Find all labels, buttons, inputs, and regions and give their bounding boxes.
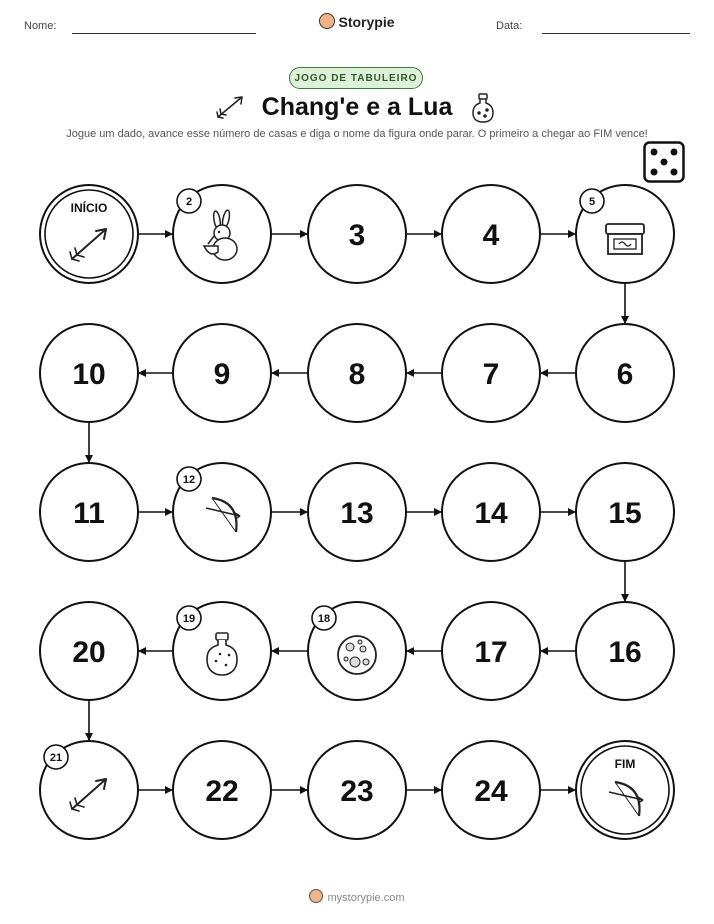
board-space-16 <box>576 602 674 700</box>
board-space-4 <box>442 185 540 283</box>
space-number: 7 <box>482 358 500 391</box>
board-space-12 <box>173 463 271 561</box>
board-space-23 <box>308 741 406 839</box>
space-number: 10 <box>72 358 106 391</box>
board-space-7 <box>442 324 540 422</box>
footer-logo-icon <box>309 889 323 903</box>
space-number: 23 <box>340 775 374 808</box>
moon-icon <box>338 636 376 674</box>
board-space-21 <box>40 741 138 839</box>
board-space-24 <box>442 741 540 839</box>
footer-url: mystorypie.com <box>327 892 405 904</box>
page-title: Chang'e e a Lua <box>261 93 453 121</box>
space-number: 8 <box>348 358 366 391</box>
space-number: 17 <box>474 636 508 669</box>
date-label: Data: <box>496 20 523 32</box>
space-number-badge: 5 <box>588 196 596 208</box>
board-space-11 <box>40 463 138 561</box>
space-number-badge: 18 <box>317 613 331 625</box>
board-space-17 <box>442 602 540 700</box>
space-number: 20 <box>72 636 106 669</box>
space-number: 6 <box>616 358 634 391</box>
board-space-5 <box>576 185 674 283</box>
space-number: 11 <box>73 497 105 530</box>
space-number: 13 <box>340 497 374 530</box>
name-label: Nome: <box>24 20 57 32</box>
board-space-10 <box>40 324 138 422</box>
board-space-19 <box>173 602 271 700</box>
board-space-14 <box>442 463 540 561</box>
board-space-1 <box>40 185 138 283</box>
space-number: 4 <box>482 219 500 252</box>
space-number: 15 <box>608 497 642 530</box>
board-space-8 <box>308 324 406 422</box>
space-number: 16 <box>608 636 642 669</box>
space-number-badge: 19 <box>182 613 196 625</box>
chest-icon <box>606 224 644 254</box>
board-space-15 <box>576 463 674 561</box>
space-number: 22 <box>205 775 239 808</box>
board-space-6 <box>576 324 674 422</box>
start-label: INÍCIO <box>70 201 108 215</box>
board-space-25 <box>576 741 674 839</box>
end-label: FIM <box>614 757 636 771</box>
board-space-20 <box>40 602 138 700</box>
instructions: Jogue um dado, avance esse número de casas e diga o nome da figura onde parar. O primeiro a chegar ao FIM vence! <box>66 128 648 140</box>
space-number-badge: 2 <box>185 196 193 208</box>
brand-name: Storypie <box>338 14 395 30</box>
board-space-22 <box>173 741 271 839</box>
board-space-3 <box>308 185 406 283</box>
space-number: 3 <box>348 219 366 252</box>
board-space-9 <box>173 324 271 422</box>
space-number-badge: 21 <box>49 752 63 764</box>
space-number: 14 <box>474 497 508 530</box>
board-space-2 <box>173 185 271 283</box>
board-space-18 <box>308 602 406 700</box>
game-type-badge: JOGO DE TABULEIRO <box>289 67 423 89</box>
space-number-badge: 12 <box>182 474 196 486</box>
footer <box>0 889 714 904</box>
space-number: 9 <box>213 358 231 391</box>
board-space-13 <box>308 463 406 561</box>
space-number: 24 <box>474 775 508 808</box>
